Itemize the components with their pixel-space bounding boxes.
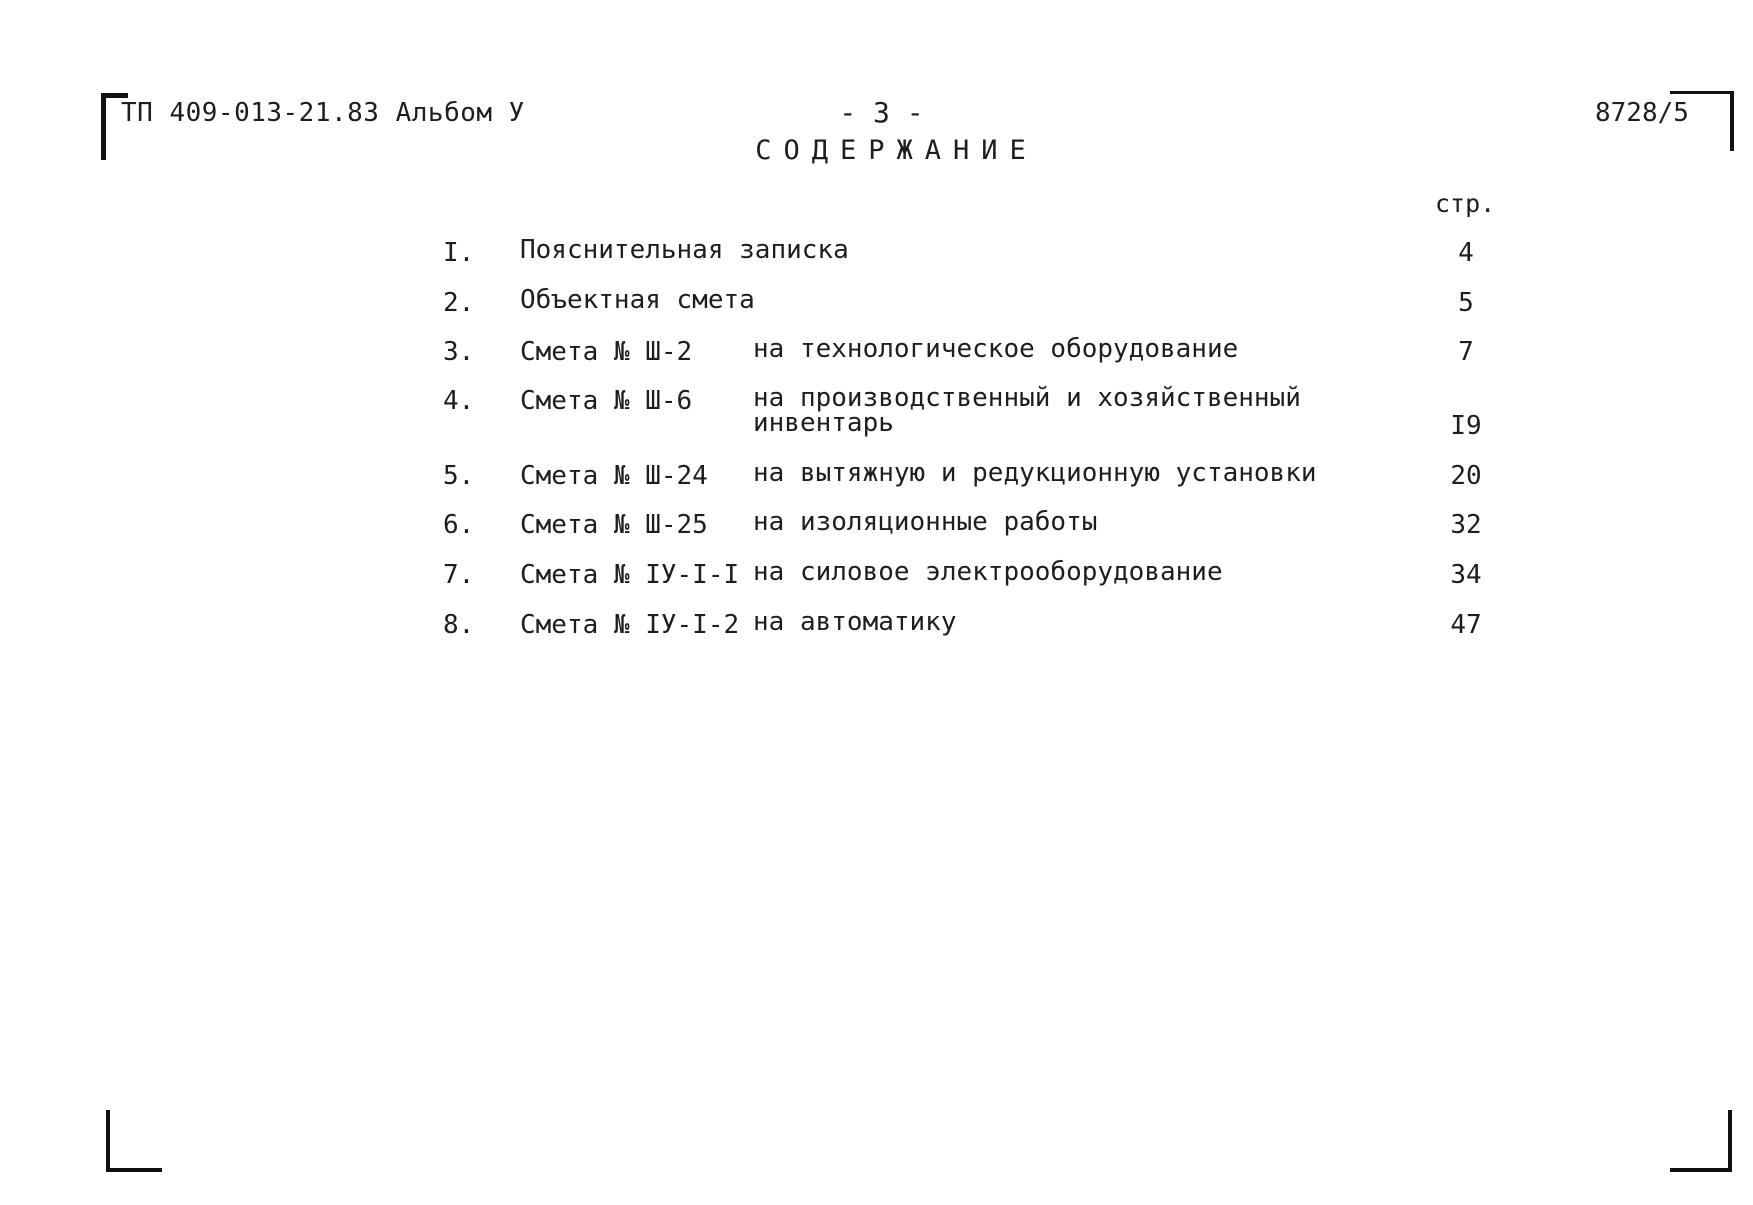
toc-item-description: на технологическое оборудование <box>753 334 1239 364</box>
document-code: ТП 409-013-21.83 Альбом У <box>121 98 525 128</box>
toc-item-description-line-1: на производственный и хозяйственный <box>753 383 1301 413</box>
toc-item-page: 5 <box>1458 288 1474 318</box>
toc-item-page: 47 <box>1450 610 1482 640</box>
toc-item-description: Объектная смета <box>520 285 755 315</box>
toc-item-description: на изоляционные работы <box>753 507 1098 537</box>
toc-item-estimate-ref: Смета № IУ-I-I <box>520 560 740 590</box>
toc-item-number: I. <box>443 238 475 268</box>
toc-item-estimate-ref: Смета № Ш-2 <box>520 337 693 367</box>
toc-item-estimate-ref: Смета № IУ-I-2 <box>520 610 740 640</box>
toc-item-estimate-ref: Смета № Ш-24 <box>520 461 708 491</box>
toc-item-page: 34 <box>1450 560 1482 590</box>
toc-item-number: 6. <box>443 510 475 540</box>
toc-item-page: 20 <box>1450 461 1482 491</box>
toc-item-page: 7 <box>1458 337 1474 367</box>
toc-item-page: 4 <box>1458 238 1474 268</box>
toc-item-description: на вытяжную и редукционную установки <box>753 458 1317 488</box>
toc-title: СОДЕРЖАНИЕ <box>755 135 1038 166</box>
sheet-number: - 3 - <box>839 96 924 129</box>
toc-item-number: 5. <box>443 461 475 491</box>
toc-item-number: 7. <box>443 560 475 590</box>
toc-item-page: 32 <box>1450 510 1482 540</box>
toc-item-number: 2. <box>443 288 475 318</box>
page-column-label: стр. <box>1435 189 1496 218</box>
toc-item-description-line-2: инвентарь <box>753 408 894 438</box>
toc-item-description: на автоматику <box>753 607 957 637</box>
toc-item-estimate-ref: Смета № Ш-25 <box>520 510 708 540</box>
toc-item-number: 3. <box>443 337 475 367</box>
toc-item-description: на силовое электрооборудование <box>753 557 1223 587</box>
toc-item-estimate-ref: Смета № Ш-6 <box>520 386 693 416</box>
toc-item-description: Пояснительная записка <box>520 235 849 265</box>
toc-item-number: 8. <box>443 610 475 640</box>
toc-item-number: 4. <box>443 386 475 416</box>
toc-item-page: I9 <box>1450 411 1482 441</box>
inventory-number: 8728/5 <box>1595 98 1689 128</box>
toc-item-description <box>753 383 1301 438</box>
